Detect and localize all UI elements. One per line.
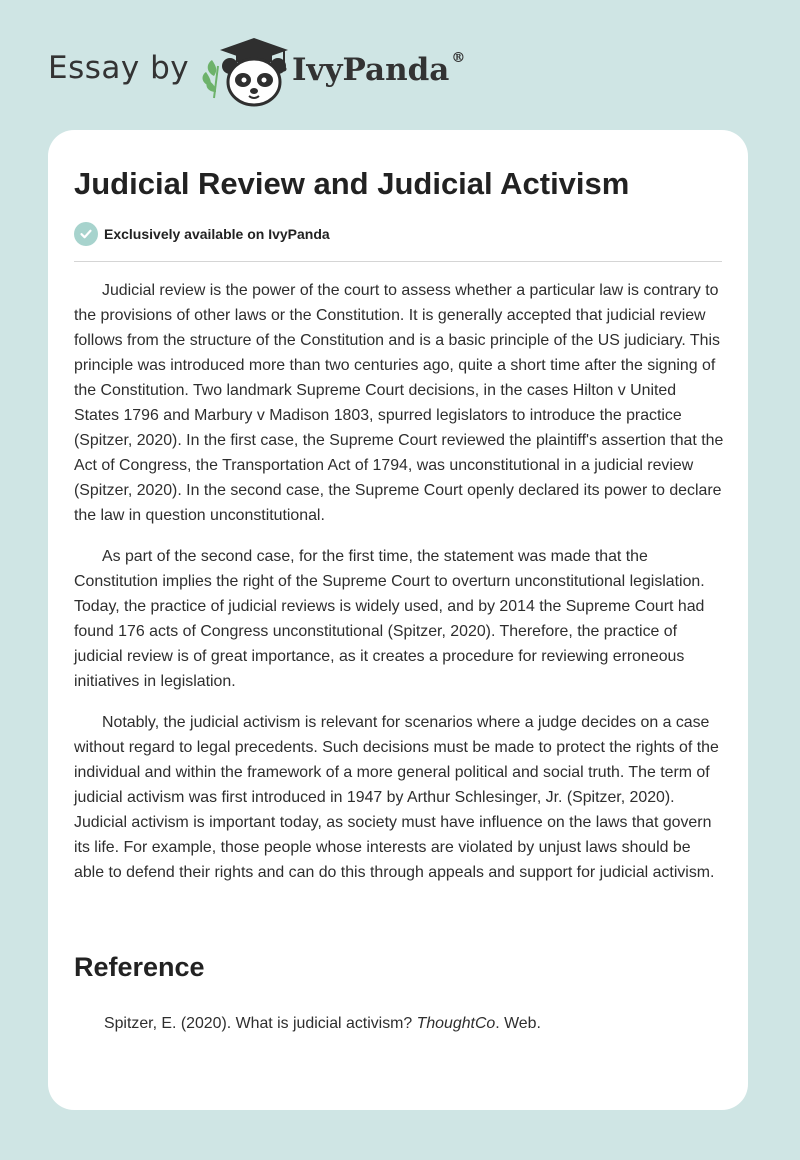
paragraph-3: Notably, the judicial activism is relevant for scenarios where a judge decides on a case without regard to legal precedents. Such decisions must be made to protect the rights of the individual and within the framework of a more general political and social truth. The term of judicial activism was first introduced in 1947 by Arthur Schlesinger, Jr. (Spitzer, 2020). Judicial activism is important today, as society must have influence on the laws that govern its life. For example, those people whose interests are violated by unjust laws should be able to defend their rights and can do this through appeals and support for judicial activism. xyxy=(74,714,719,881)
brand-name-text: IvyPanda xyxy=(292,52,450,88)
essay-body xyxy=(74,278,724,901)
page-title: Judicial Review and Judicial Activism xyxy=(74,166,630,201)
reference-source: ThoughtCo xyxy=(416,1015,496,1032)
essay-card xyxy=(48,130,748,1110)
site-header xyxy=(0,0,800,120)
essay-by-label: Essay by xyxy=(48,50,190,86)
brand-name[interactable] xyxy=(292,52,465,88)
paragraph-1: Judicial review is the power of the court to assess whether a particular law is contrary to the provisions of other laws or the Constitution. It is generally accepted that judicial review follows from the structure of the Constitution and is a basic principle of the US judiciary. This principle was introduced more than two centuries ago, quite a short time after the signing of the Constitution. Two landmark Supreme Court decisions, in the cases Hilton v United States 1796 and Marbury v Madison 1803, spurred legislators to introduce the practice (Spitzer, 2020). In the first case, the Supreme Court reviewed the plaintiff's assertion that the Act of Congress, the Transportation Act of 1794, was unconstitutional in a judicial review (Spitzer, 2020). In the second case, the Supreme Court openly declared its power to declare the law in question unconstitutional. xyxy=(74,282,724,524)
reference-text: Spitzer, E. (2020). What is judicial activism? xyxy=(104,1015,417,1032)
registered-mark: ® xyxy=(451,50,466,66)
exclusive-badge xyxy=(74,222,330,246)
check-circle-icon xyxy=(74,222,98,246)
reference-entry xyxy=(104,1011,541,1036)
panda-graduate-icon[interactable] xyxy=(200,36,292,108)
paragraph-2: As part of the second case, for the first time, the statement was made that the Constitution implies the right of the Supreme Court to overturn unconstitutional legislation. Today, the practice of judicial reviews is widely used, and by 2014 the Supreme Court had found 176 acts of Congress unconstitutional (Spitzer, 2020). Therefore, the practice of judicial review is of great importance, as it creates a procedure for reviewing erroneous initiatives in legislation. xyxy=(74,548,705,690)
exclusive-label: Exclusively available on IvyPanda xyxy=(104,226,330,242)
reference-heading: Reference xyxy=(74,952,205,982)
reference-suffix: . Web. xyxy=(495,1015,541,1032)
divider xyxy=(74,261,722,262)
